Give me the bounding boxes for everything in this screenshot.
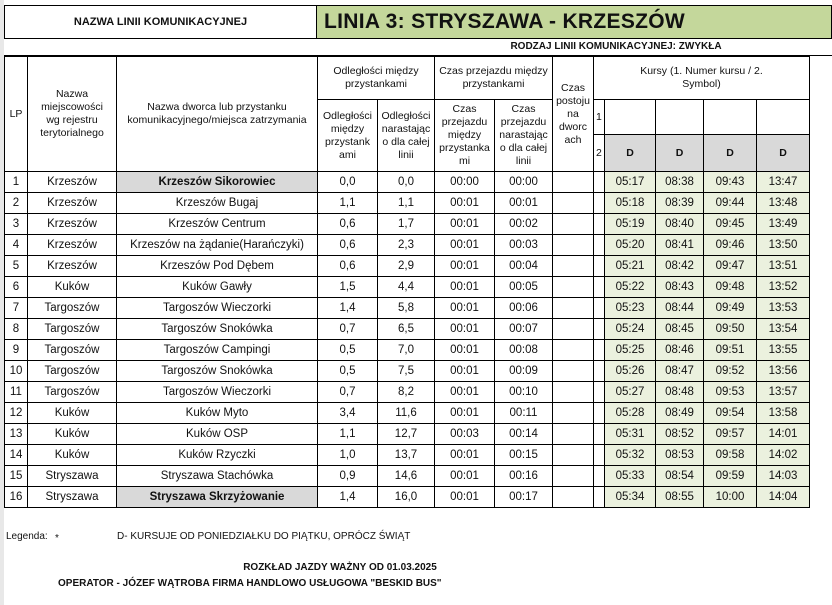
- row-stop-time: [553, 445, 594, 466]
- row-distance-cumulative: 5,8: [378, 298, 435, 319]
- row-distance-cumulative: 7,5: [378, 361, 435, 382]
- row-distance: 0,6: [318, 256, 378, 277]
- row-stop: Targoszów Snokówka: [117, 361, 318, 382]
- departure-time: 14:04: [757, 487, 810, 508]
- row-lp: 3: [5, 214, 28, 235]
- departure-time: 05:31: [605, 424, 656, 445]
- row-lp: 16: [5, 487, 28, 508]
- row-distance: 1,0: [318, 445, 378, 466]
- table-row: [5, 466, 810, 487]
- departure-time: 08:47: [656, 361, 704, 382]
- row-stop: Krzeszów na żądanie(Harańczyki): [117, 235, 318, 256]
- departure-time: 08:44: [656, 298, 704, 319]
- table-row: [5, 172, 810, 193]
- row-distance: 1,1: [318, 424, 378, 445]
- row-stop-time: [553, 340, 594, 361]
- row-time-cumulative: 00:06: [495, 298, 553, 319]
- course-symbol-1: D: [605, 135, 656, 172]
- legend-marker: *: [55, 533, 59, 544]
- row-time: 00:01: [435, 487, 495, 508]
- table-row: [5, 361, 810, 382]
- departure-time: 13:54: [757, 319, 810, 340]
- row-time-cumulative: 00:04: [495, 256, 553, 277]
- header-time-cumulative: Czas przejazdu narastając o dla całej linii: [495, 100, 553, 172]
- row-index-spacer: [594, 319, 605, 340]
- table-row: [5, 445, 810, 466]
- row-distance-cumulative: 14,6: [378, 466, 435, 487]
- row-town: Krzeszów: [28, 214, 117, 235]
- row-stop: Targoszów Wieczorki: [117, 298, 318, 319]
- departure-time: 10:00: [704, 487, 757, 508]
- table-row: [5, 277, 810, 298]
- row-distance-cumulative: 1,7: [378, 214, 435, 235]
- row-town: Krzeszów: [28, 193, 117, 214]
- course-number-2: [656, 100, 704, 135]
- line-name-label: NAZWA LINII KOMUNIKACYJNEJ: [4, 5, 316, 39]
- row-lp: 14: [5, 445, 28, 466]
- departure-time: 08:48: [656, 382, 704, 403]
- row-distance-cumulative: 13,7: [378, 445, 435, 466]
- row-time: 00:03: [435, 424, 495, 445]
- header-time-between: Czas przejazdu między przystanka mi: [435, 100, 495, 172]
- row-time: 00:01: [435, 193, 495, 214]
- row-time-cumulative: 00:02: [495, 214, 553, 235]
- table-row: [5, 340, 810, 361]
- row-stop-time: [553, 361, 594, 382]
- departure-time: 13:57: [757, 382, 810, 403]
- row-time: 00:01: [435, 235, 495, 256]
- row-stop-time: [553, 277, 594, 298]
- header-lp: LP: [5, 57, 28, 172]
- row-stop-time: [553, 214, 594, 235]
- row-distance: 3,4: [318, 403, 378, 424]
- row-index-spacer: [594, 193, 605, 214]
- row-index-spacer: [594, 277, 605, 298]
- departure-time: 08:41: [656, 235, 704, 256]
- valid-from: ROZKŁAD JAZDY WAŻNY OD 01.03.2025: [243, 562, 437, 573]
- row-distance: 0,6: [318, 214, 378, 235]
- row-lp: 13: [5, 424, 28, 445]
- row-stop-time: [553, 235, 594, 256]
- header-distance-group: Odległości między przystankami: [318, 57, 435, 100]
- header-courses-group: Kursy (1. Numer kursu / 2. Symbol): [594, 57, 810, 100]
- row-distance: 0,5: [318, 361, 378, 382]
- row-index-spacer: [594, 424, 605, 445]
- departure-time: 08:49: [656, 403, 704, 424]
- table-row: [5, 193, 810, 214]
- course-symbol-2: D: [656, 135, 704, 172]
- row-town: Kuków: [28, 277, 117, 298]
- row-time-cumulative: 00:17: [495, 487, 553, 508]
- departure-time: 09:47: [704, 256, 757, 277]
- departure-time: 05:23: [605, 298, 656, 319]
- row-time: 00:01: [435, 382, 495, 403]
- row-stop-time: [553, 403, 594, 424]
- table-row: [5, 319, 810, 340]
- departure-time: 09:45: [704, 214, 757, 235]
- row-time-cumulative: 00:16: [495, 466, 553, 487]
- table-row: [5, 424, 810, 445]
- departure-time: 13:55: [757, 340, 810, 361]
- departure-time: 05:20: [605, 235, 656, 256]
- row-distance-cumulative: 6,5: [378, 319, 435, 340]
- departure-time: 05:22: [605, 277, 656, 298]
- row-town: Krzeszów: [28, 172, 117, 193]
- row-stop-time: [553, 319, 594, 340]
- row-distance: 1,4: [318, 487, 378, 508]
- row-town: Targoszów: [28, 340, 117, 361]
- row-lp: 11: [5, 382, 28, 403]
- departure-time: 05:25: [605, 340, 656, 361]
- row-distance: 0,9: [318, 466, 378, 487]
- departure-time: 08:52: [656, 424, 704, 445]
- row-distance-cumulative: 2,9: [378, 256, 435, 277]
- row-town: Targoszów: [28, 361, 117, 382]
- course-row2-label: 2: [594, 135, 605, 172]
- row-time: 00:01: [435, 403, 495, 424]
- departure-time: 14:02: [757, 445, 810, 466]
- row-stop: Targoszów Campingi: [117, 340, 318, 361]
- table-row: [5, 256, 810, 277]
- row-stop-time: [553, 487, 594, 508]
- row-time: 00:01: [435, 256, 495, 277]
- row-town: Targoszów: [28, 382, 117, 403]
- row-index-spacer: [594, 172, 605, 193]
- header-distance-cumulative: Odległości narastając o dla całej linii: [378, 100, 435, 172]
- departure-time: 09:49: [704, 298, 757, 319]
- row-lp: 8: [5, 319, 28, 340]
- row-index-spacer: [594, 361, 605, 382]
- legend-label: Legenda:: [6, 531, 48, 542]
- header-time-group: Czas przejazdu między przystankami: [435, 57, 553, 100]
- row-distance: 0,6: [318, 235, 378, 256]
- departure-time: 05:28: [605, 403, 656, 424]
- row-town: Targoszów: [28, 319, 117, 340]
- row-time: 00:01: [435, 298, 495, 319]
- row-stop: Kuków OSP: [117, 424, 318, 445]
- departure-time: 05:33: [605, 466, 656, 487]
- row-stop: Targoszów Wieczorki: [117, 382, 318, 403]
- departure-time: 09:57: [704, 424, 757, 445]
- departure-time: 13:48: [757, 193, 810, 214]
- row-town: Targoszów: [28, 298, 117, 319]
- departure-time: 13:53: [757, 298, 810, 319]
- row-lp: 1: [5, 172, 28, 193]
- operator: OPERATOR - JÓZEF WĄTROBA FIRMA HANDLOWO USŁUGOWA "BESKID BUS": [58, 578, 442, 589]
- departure-time: 08:46: [656, 340, 704, 361]
- row-time-cumulative: 00:05: [495, 277, 553, 298]
- row-stop: Kuków Rzyczki: [117, 445, 318, 466]
- row-stop-time: [553, 298, 594, 319]
- table-row: [5, 487, 810, 508]
- row-time-cumulative: 00:11: [495, 403, 553, 424]
- row-stop-time: [553, 256, 594, 277]
- departure-time: 09:52: [704, 361, 757, 382]
- departure-time: 09:54: [704, 403, 757, 424]
- row-lp: 4: [5, 235, 28, 256]
- departure-time: 08:42: [656, 256, 704, 277]
- row-distance: 1,1: [318, 193, 378, 214]
- departure-time: 08:40: [656, 214, 704, 235]
- row-time: 00:01: [435, 214, 495, 235]
- row-time-cumulative: 00:15: [495, 445, 553, 466]
- row-lp: 2: [5, 193, 28, 214]
- header-town: Nazwa miejscowości wg rejestru terytorialnego: [28, 57, 117, 172]
- departure-time: 08:54: [656, 466, 704, 487]
- departure-time: 09:53: [704, 382, 757, 403]
- row-lp: 9: [5, 340, 28, 361]
- row-time: 00:01: [435, 361, 495, 382]
- row-stop-time: [553, 172, 594, 193]
- row-town: Krzeszów: [28, 235, 117, 256]
- departure-time: 08:55: [656, 487, 704, 508]
- table-row: [5, 382, 810, 403]
- row-time-cumulative: 00:03: [495, 235, 553, 256]
- line-type: RODZAJ LINII KOMUNIKACYJNEJ: ZWYKŁA: [510, 41, 722, 52]
- row-time: 00:00: [435, 172, 495, 193]
- row-time-cumulative: 00:01: [495, 193, 553, 214]
- row-stop-time: [553, 382, 594, 403]
- departure-time: 08:39: [656, 193, 704, 214]
- row-town: Stryszawa: [28, 466, 117, 487]
- row-index-spacer: [594, 403, 605, 424]
- row-stop: Krzeszów Bugaj: [117, 193, 318, 214]
- row-index-spacer: [594, 340, 605, 361]
- row-stop: Kuków Myto: [117, 403, 318, 424]
- row-index-spacer: [594, 487, 605, 508]
- row-distance: 0,0: [318, 172, 378, 193]
- departure-time: 13:51: [757, 256, 810, 277]
- row-distance-cumulative: 8,2: [378, 382, 435, 403]
- departure-time: 05:34: [605, 487, 656, 508]
- row-distance-cumulative: 11,6: [378, 403, 435, 424]
- row-lp: 7: [5, 298, 28, 319]
- row-distance: 0,7: [318, 382, 378, 403]
- departure-time: 09:48: [704, 277, 757, 298]
- row-stop: Kuków Gawły: [117, 277, 318, 298]
- departure-time: 05:32: [605, 445, 656, 466]
- row-town: Kuków: [28, 424, 117, 445]
- legend-text: D- KURSUJE OD PONIEDZIAŁKU DO PIĄTKU, OPRÓCZ ŚWIĄT: [117, 531, 411, 542]
- row-stop: Stryszawa Stachówka: [117, 466, 318, 487]
- row-distance-cumulative: 0,0: [378, 172, 435, 193]
- row-time-cumulative: 00:00: [495, 172, 553, 193]
- row-index-spacer: [594, 235, 605, 256]
- row-stop: Krzeszów Sikorowiec: [117, 172, 318, 193]
- departure-time: 13:52: [757, 277, 810, 298]
- row-time-cumulative: 00:10: [495, 382, 553, 403]
- row-index-spacer: [594, 445, 605, 466]
- row-index-spacer: [594, 466, 605, 487]
- row-town: Kuków: [28, 403, 117, 424]
- departure-time: 09:51: [704, 340, 757, 361]
- row-lp: 12: [5, 403, 28, 424]
- row-lp: 15: [5, 466, 28, 487]
- row-distance-cumulative: 7,0: [378, 340, 435, 361]
- row-time: 00:01: [435, 340, 495, 361]
- row-index-spacer: [594, 382, 605, 403]
- row-town: Kuków: [28, 445, 117, 466]
- row-distance: 0,7: [318, 319, 378, 340]
- row-distance-cumulative: 16,0: [378, 487, 435, 508]
- departure-time: 05:26: [605, 361, 656, 382]
- course-number-3: [704, 100, 757, 135]
- row-lp: 6: [5, 277, 28, 298]
- row-time-cumulative: 00:07: [495, 319, 553, 340]
- row-stop: Krzeszów Centrum: [117, 214, 318, 235]
- table-row: [5, 298, 810, 319]
- departure-time: 14:03: [757, 466, 810, 487]
- row-time: 00:01: [435, 466, 495, 487]
- departure-time: 05:24: [605, 319, 656, 340]
- table-row: [5, 403, 810, 424]
- row-stop: Krzeszów Pod Dębem: [117, 256, 318, 277]
- row-lp: 5: [5, 256, 28, 277]
- row-distance: 0,5: [318, 340, 378, 361]
- departure-time: 13:58: [757, 403, 810, 424]
- row-stop-time: [553, 466, 594, 487]
- course-row1-label: 1: [594, 100, 605, 135]
- departure-time: 13:47: [757, 172, 810, 193]
- row-index-spacer: [594, 298, 605, 319]
- departure-time: 13:49: [757, 214, 810, 235]
- course-number-1: [605, 100, 656, 135]
- departure-time: 08:45: [656, 319, 704, 340]
- departure-time: 09:46: [704, 235, 757, 256]
- departure-time: 05:21: [605, 256, 656, 277]
- row-time-cumulative: 00:09: [495, 361, 553, 382]
- departure-time: 09:58: [704, 445, 757, 466]
- row-index-spacer: [594, 214, 605, 235]
- row-index-spacer: [594, 256, 605, 277]
- table-row: [5, 214, 810, 235]
- header-stop-time: Czas postoju na dworc ach: [553, 57, 594, 172]
- departure-time: 09:44: [704, 193, 757, 214]
- departure-time: 05:27: [605, 382, 656, 403]
- departure-time: 14:01: [757, 424, 810, 445]
- row-distance-cumulative: 1,1: [378, 193, 435, 214]
- row-stop-time: [553, 193, 594, 214]
- departure-time: 13:56: [757, 361, 810, 382]
- course-number-4: [757, 100, 810, 135]
- line-title: LINIA 3: STRYSZAWA - KRZESZÓW: [316, 5, 832, 39]
- departure-time: 08:53: [656, 445, 704, 466]
- row-lp: 10: [5, 361, 28, 382]
- header-distance-between: Odległości między przystank ami: [318, 100, 378, 172]
- row-distance-cumulative: 12,7: [378, 424, 435, 445]
- row-time-cumulative: 00:14: [495, 424, 553, 445]
- departure-time: 08:43: [656, 277, 704, 298]
- course-symbol-3: D: [704, 135, 757, 172]
- row-time: 00:01: [435, 319, 495, 340]
- departure-time: 09:43: [704, 172, 757, 193]
- row-stop: Stryszawa Skrzyżowanie: [117, 487, 318, 508]
- departure-time: 09:50: [704, 319, 757, 340]
- course-symbol-4: D: [757, 135, 810, 172]
- row-town: Stryszawa: [28, 487, 117, 508]
- row-distance: 1,4: [318, 298, 378, 319]
- departure-time: 05:18: [605, 193, 656, 214]
- row-time: 00:01: [435, 277, 495, 298]
- row-distance-cumulative: 2,3: [378, 235, 435, 256]
- row-time: 00:01: [435, 445, 495, 466]
- row-time-cumulative: 00:08: [495, 340, 553, 361]
- row-distance: 1,5: [318, 277, 378, 298]
- departure-time: 08:38: [656, 172, 704, 193]
- timetable: [4, 56, 810, 508]
- departure-time: 13:50: [757, 235, 810, 256]
- header-stop: Nazwa dworca lub przystanku komunikacyjnego/miejsca zatrzymania: [117, 57, 318, 172]
- table-row: [5, 235, 810, 256]
- row-stop: Targoszów Snokówka: [117, 319, 318, 340]
- departure-time: 05:17: [605, 172, 656, 193]
- departure-time: 05:19: [605, 214, 656, 235]
- row-town: Krzeszów: [28, 256, 117, 277]
- row-distance-cumulative: 4,4: [378, 277, 435, 298]
- row-stop-time: [553, 424, 594, 445]
- departure-time: 09:59: [704, 466, 757, 487]
